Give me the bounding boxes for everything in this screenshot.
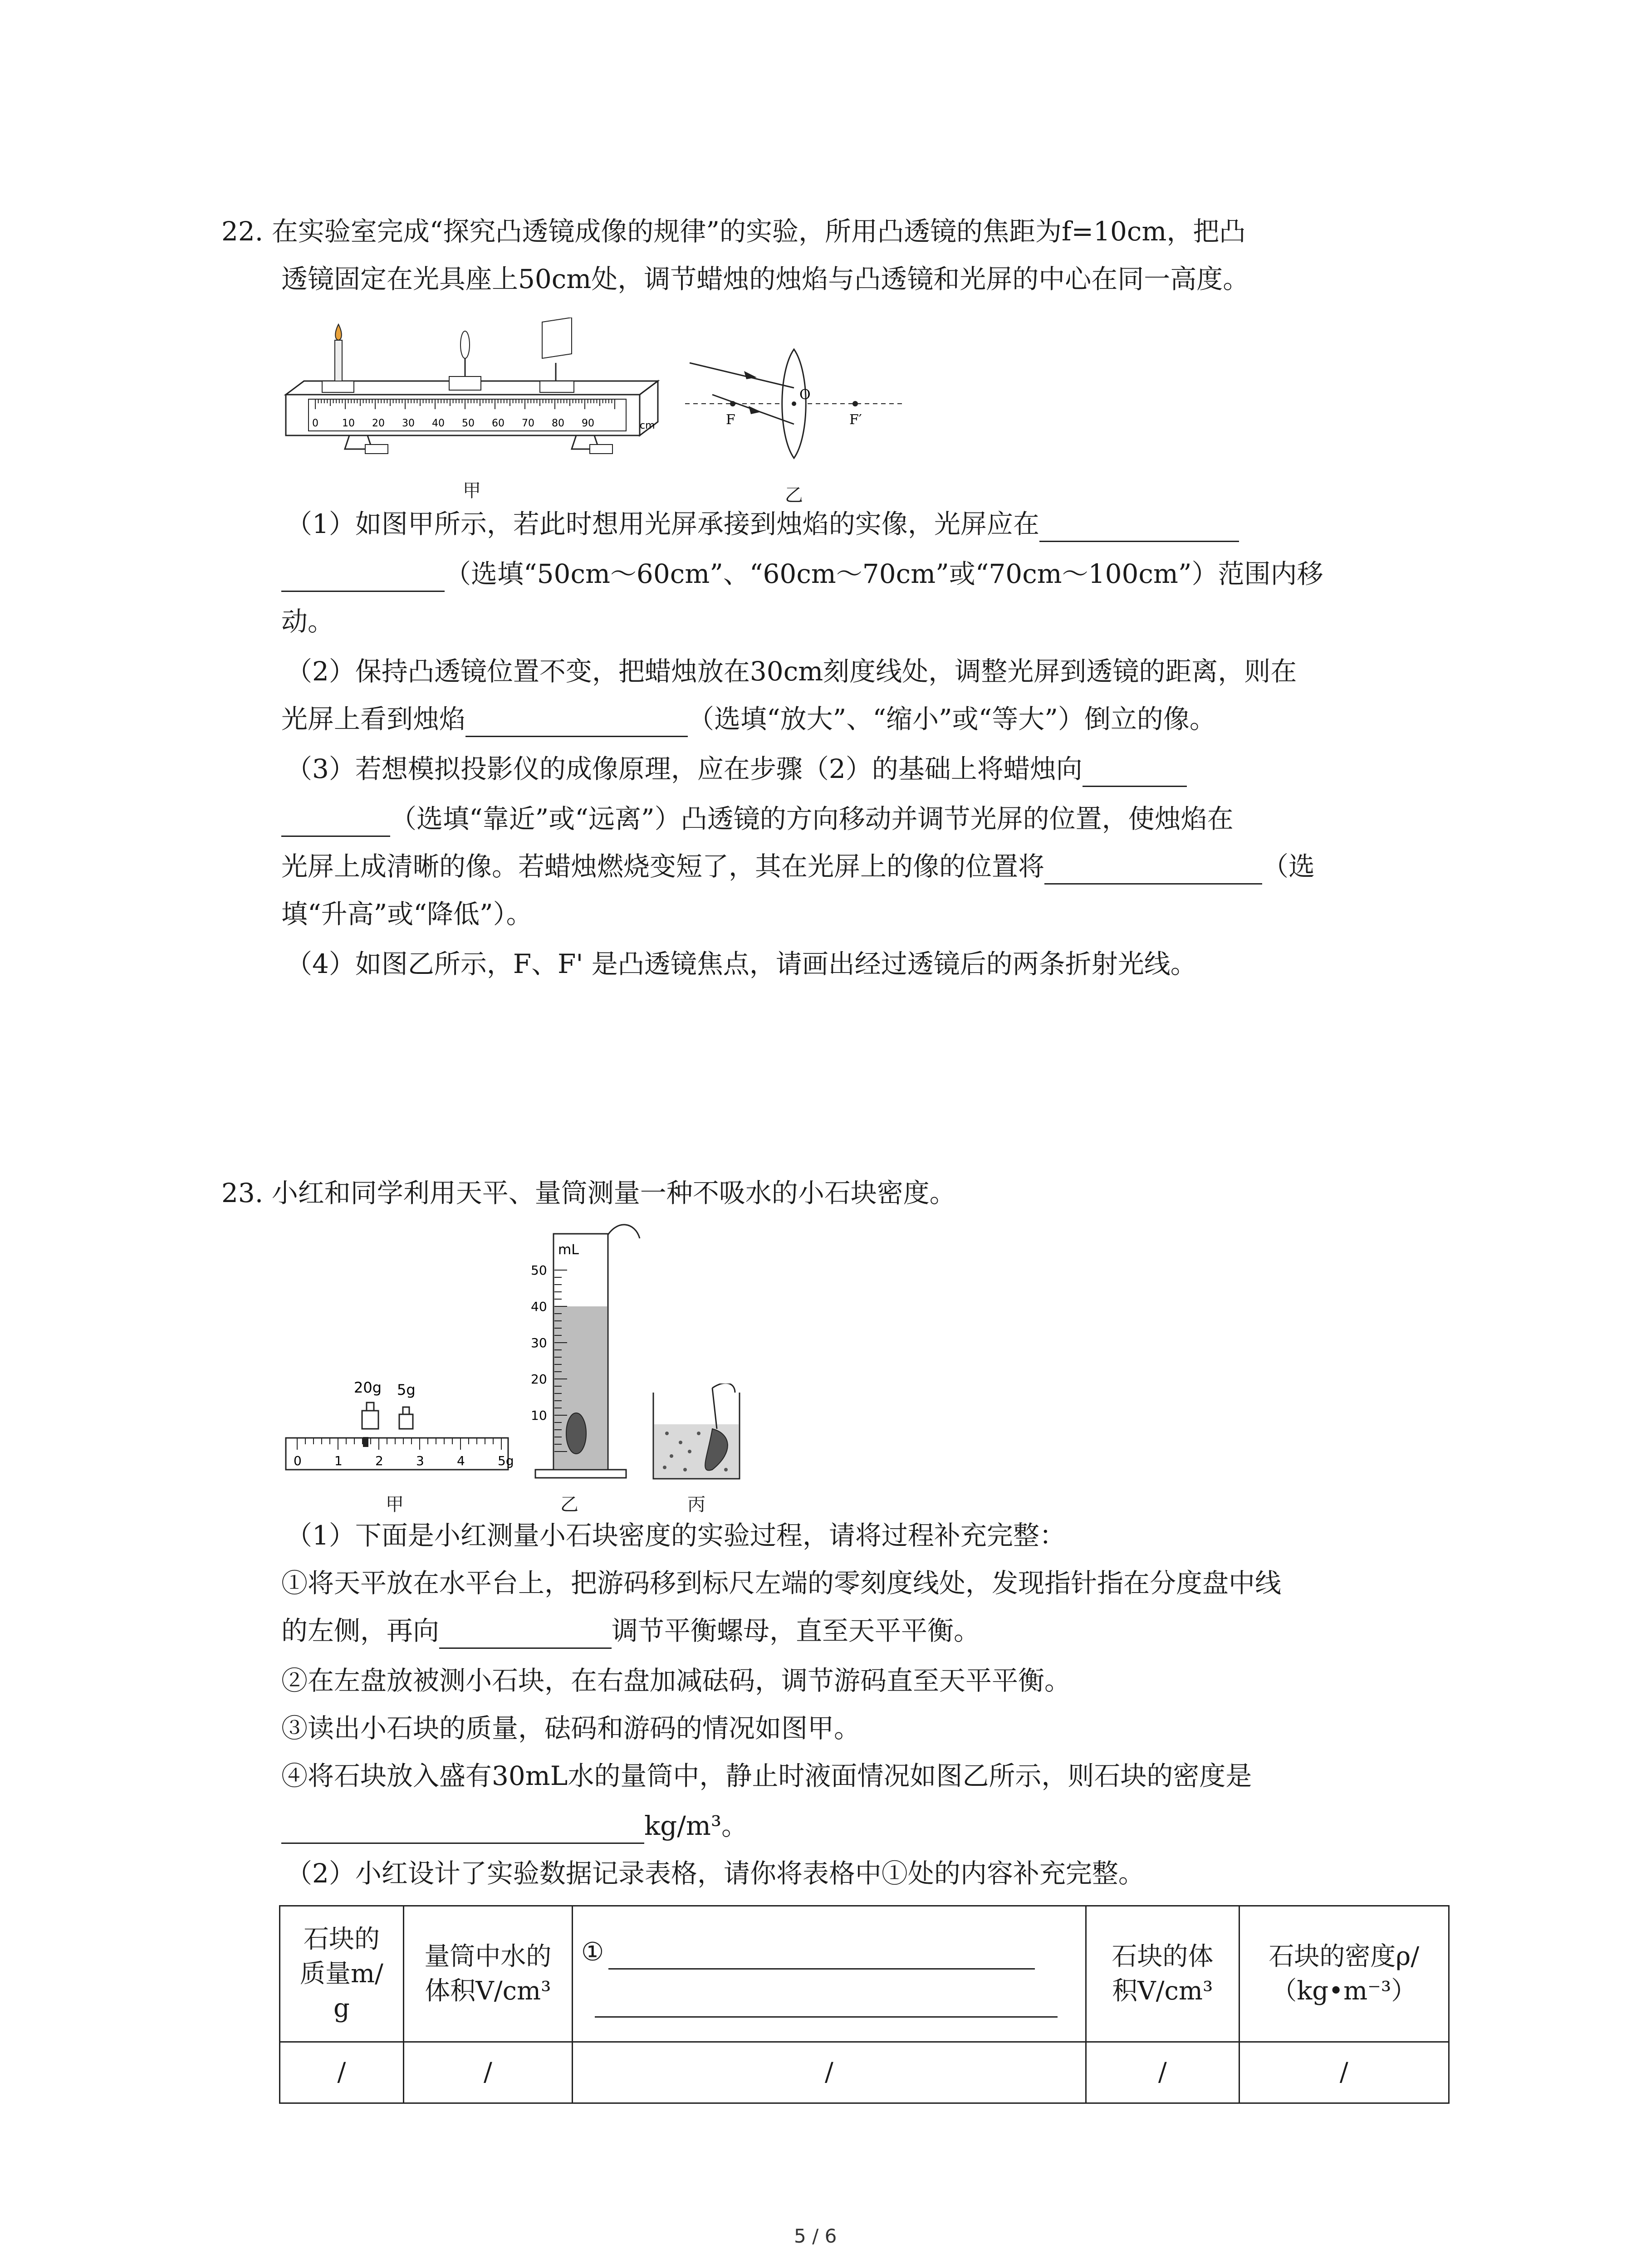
th-blank-line-1[interactable] (608, 1941, 1035, 1970)
bench-tick-label: 80 (552, 418, 564, 429)
q22-p1-line1 (286, 506, 1239, 542)
q23-s8: （2）小红设计了实验数据记录表格，请你将表格中①处的内容补充完整。 (286, 1858, 1145, 1889)
q22-p2-line2 (281, 701, 1216, 737)
fig23-yi-caption: 乙 (560, 1494, 578, 1515)
bench-tick-label: 40 (432, 418, 445, 429)
q23-s7-unit: kg/m³。 (644, 1810, 748, 1841)
graduated-cylinder-figure (513, 1220, 649, 1492)
q22-number: 22. (221, 216, 264, 247)
bench-tick-label: 30 (402, 418, 415, 429)
incident-ray-1 (690, 363, 794, 388)
bench-tick-label: 20 (372, 418, 385, 429)
q22-stem-line2: 透镜固定在光具座上50cm处，调节蜡烛的烛焰与凸透镜和光屏的中心在同一高度。 (281, 264, 1249, 294)
fig-yi-caption: 乙 (785, 485, 803, 506)
q23-stem-text: 小红和同学利用天平、量筒测量一种不吸水的小石块密度。 (271, 1178, 956, 1208)
q22-stem-line1 (221, 213, 1245, 249)
weight-20g-label: 20g (354, 1379, 382, 1396)
bench-tick-label: 90 (582, 418, 594, 429)
q22-p1-line2 (281, 556, 1323, 592)
q23-density-blank[interactable] (281, 1815, 644, 1844)
q23-s5: ③读出小石块的质量，砝码和游码的情况如图甲。 (281, 1713, 861, 1744)
flame (335, 324, 342, 340)
label-F: F (726, 412, 735, 428)
bench-unit: cm (640, 420, 655, 431)
rider-scale (286, 1438, 508, 1470)
q22-p2-line1: （2）保持凸透镜位置不变，把蜡烛放在30cm刻度线处，调整光屏到透镜的距离，则在 (286, 656, 1297, 687)
q22-p3-blank-1-cont[interactable] (281, 808, 390, 837)
fig-jia-caption: 甲 (463, 480, 481, 501)
optical-bench-figure (277, 318, 662, 490)
q22-stem-text-1: 在实验室完成“探究凸透镜成像的规律”的实验，所用凸透镜的焦距为f=10cm，把凸 (271, 216, 1246, 247)
q22-p3-line3 (281, 848, 1315, 885)
cylinder-tick-label: 10 (531, 1408, 547, 1423)
rider-tick-label: 0 (294, 1453, 302, 1468)
cylinder-tick-label: 20 (531, 1372, 547, 1387)
data-record-table (279, 1905, 1450, 2104)
q23-number: 23. (221, 1178, 264, 1208)
q22-p3-line4: 填“升高”或“降低”）。 (281, 899, 533, 929)
q22-p1-text-b: （选填“50cm～60cm”、“60cm～70cm”或“70cm～100cm”）范围内移 (445, 558, 1323, 589)
q22-p1-blank-cont[interactable] (281, 563, 445, 592)
rider (363, 1437, 368, 1447)
q22-p3-text-b: （选填“靠近”或“远离”）凸透镜的方向移动并调节光屏的位置，使烛焰在 (390, 803, 1234, 834)
q23-s7 (281, 1808, 748, 1844)
q22-p2-text-b2: （选填“放大”、“缩小”或“等大”）倒立的像。 (688, 704, 1216, 734)
q23-s4: ②在左盘放被测小石块，在右盘加减砝码，调节游码直至天平平衡。 (281, 1665, 1071, 1696)
q22-p3-line1 (286, 751, 1187, 787)
table-cell: / (572, 2042, 1086, 2103)
cylinder-tick-label: 30 (531, 1335, 547, 1350)
q22-p1-blank[interactable] (1039, 513, 1239, 542)
weight-20g (362, 1411, 378, 1429)
table-cell: / (1239, 2042, 1449, 2103)
cylinder-tick-label: 40 (531, 1299, 547, 1314)
weight-5g (399, 1414, 413, 1429)
q22-p2-blank[interactable] (465, 709, 688, 737)
bench-tick-label: 50 (462, 418, 475, 429)
q22-p3-text-c1: 光屏上成清晰的像。若蜡烛燃烧变短了，其在光屏上的像的位置将 (281, 851, 1045, 882)
th-mass: 石块的 质量m/ g (280, 1906, 404, 2042)
rider-tick-label: 2 (375, 1453, 383, 1468)
th-stone-volume: 石块的体 积V/cm³ (1086, 1906, 1239, 2042)
rider-tick-label: 1 (334, 1453, 343, 1468)
light-screen (542, 318, 572, 358)
table-cell: / (403, 2042, 572, 2103)
q23-s3-text-b: 调节平衡螺母，直至天平平衡。 (612, 1615, 980, 1646)
q23-s1: （1）下面是小红测量小石块密度的实验过程，请将过程补充完整： (286, 1520, 1066, 1551)
q22-p3-text-a: （3）若想模拟投影仪的成像原理，应在步骤（2）的基础上将蜡烛向 (286, 753, 1083, 784)
q23-s2: ①将天平放在水平台上，把游码移到标尺左端的零刻度线处，发现指针指在分度盘中线 (281, 1568, 1282, 1598)
q23-s3-blank[interactable] (439, 1620, 612, 1649)
rider-tick-label: 5g (498, 1453, 514, 1468)
q22-p2-text-b1: 光屏上看到烛焰 (281, 704, 466, 734)
balance-scale-figure (281, 1370, 517, 1488)
q22-p4-line: （4）如图乙所示，F、F' 是凸透镜焦点，请画出经过透镜后的两条折射光线。 (286, 948, 1197, 979)
table-cell: / (280, 2042, 404, 2103)
lens-ray-diagram (681, 345, 907, 472)
weight-5g-label: 5g (397, 1381, 416, 1398)
q23-s6: ④将石块放入盛有30mL水的量筒中，静止时液面情况如图乙所示，则石块的密度是 (281, 1760, 1252, 1791)
candle (335, 340, 342, 381)
focus-Fp-dot (852, 401, 858, 406)
th-circle-1: ① (581, 1937, 604, 1967)
cylinder-tick-label: 50 (531, 1263, 547, 1278)
fig23-jia-caption: 甲 (386, 1494, 404, 1515)
th-blank-column (572, 1906, 1086, 2042)
bench-tick-label: 0 (312, 418, 318, 429)
q22-p3-blank-2[interactable] (1044, 856, 1262, 885)
th-water-volume: 量筒中水的 体积V/cm³ (403, 1906, 572, 2042)
q23-s3 (281, 1613, 980, 1649)
rider-tick-label: 4 (457, 1453, 465, 1468)
q23-s3-text-a: 的左侧，再向 (281, 1615, 440, 1646)
beaker-figure (644, 1383, 749, 1488)
bench-tick-label: 10 (342, 418, 355, 429)
q22-p1-line3: 动。 (281, 606, 334, 637)
focus-F-dot (730, 401, 735, 406)
q22-p3-text-c2: （选 (1262, 851, 1315, 882)
bench-tick-label: 70 (522, 418, 534, 429)
table-row (280, 2042, 1449, 2103)
table-header-row (280, 1906, 1449, 2042)
lens (460, 331, 470, 358)
table-cell: / (1086, 2042, 1239, 2103)
rider-tick-label: 3 (416, 1453, 424, 1468)
q22-p3-line2 (281, 801, 1234, 837)
th-stone-density: 石块的密度ρ/ （kg•m⁻³） (1239, 1906, 1449, 2042)
bench-tick-label: 60 (492, 418, 505, 429)
stone-in-cylinder (566, 1413, 586, 1454)
label-O: O (799, 387, 811, 403)
q22-p3-blank-1[interactable] (1083, 758, 1187, 787)
label-Fp: F′ (849, 412, 862, 428)
q23-stem (221, 1175, 956, 1211)
cylinder-unit: mL (558, 1242, 579, 1258)
q22-p1-text-a: （1）如图甲所示，若此时想用光屏承接到烛焰的实像，光屏应在 (286, 508, 1039, 539)
fig23-bing-caption: 丙 (687, 1494, 705, 1515)
th-blank-line-2[interactable] (595, 1989, 1058, 2018)
page-number: 5 / 6 (794, 2225, 837, 2247)
